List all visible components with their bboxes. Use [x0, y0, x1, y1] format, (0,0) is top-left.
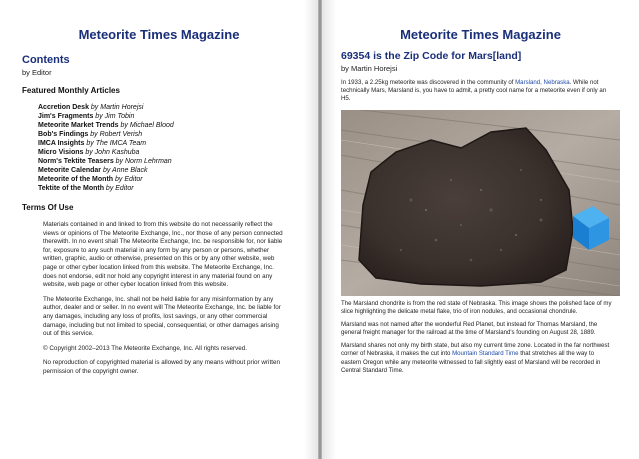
copyright-text: © Copyright 2002–2013 The Meteorite Exchange, Inc. All rights reserved.	[43, 344, 248, 352]
article-item[interactable]: Norm's Tektite Teasers by Norm Lehrman	[38, 158, 172, 165]
contents-byline: by Editor	[22, 68, 52, 77]
article-byline: by Martin Horejsi	[341, 64, 398, 73]
photo-caption: The Marsland chondrite is from the red state of Nebraska. This image shows the polished face of my slice highlighting the delicate metal flake, trio of iron nodules, and occasional chondrule.	[341, 300, 612, 316]
terms-heading: Terms Of Use	[22, 203, 74, 212]
article-item[interactable]: IMCA Insights by The IMCA Team	[38, 140, 147, 147]
article-item[interactable]: Bob's Findings by Robert Verish	[38, 131, 143, 138]
contents-title: Contents	[22, 54, 70, 66]
article-intro: In 1933, a 2.25kg meteorite was discovered in the community of Marsland, Nebraska. While not technically Mars, Marsland is, you have to admit, a pretty cool name for a meteorite even if only an H5.	[341, 79, 607, 103]
article-item[interactable]: Tektite of the Month by Editor	[38, 185, 134, 192]
page-shadow	[322, 0, 336, 459]
article-paragraph: Marsland shares not only my birth state, but also my current time zone. Located in the far northwest corner of Nebraska, it makes the cut into Mountain Standard Time that stretches all the way to eastern Oregon while any meteorite witnessed to fall slightly east of Marsland will be recorded in Central Standard Time.	[341, 342, 610, 374]
page-shadow	[304, 0, 318, 459]
magazine-title: Meteorite Times Magazine	[400, 27, 561, 42]
article-item[interactable]: Micro Visions by John Kashuba	[38, 149, 140, 156]
meteorite-photo	[341, 110, 620, 296]
article-item[interactable]: Meteorite Market Trends by Michael Blood	[38, 122, 174, 129]
article-item[interactable]: Jim's Fragments by Jim Tobin	[38, 113, 135, 120]
article-item[interactable]: Meteorite of the Month by Editor	[38, 176, 143, 183]
marsland-link[interactable]: Marsland, Nebraska	[515, 79, 570, 86]
article-paragraph: Marsland was not named after the wonderful Red Planet, but instead for Thomas Marsland, the general freight manager for the railroad at the time of Marsland's founding on August 28, 1889.	[341, 321, 598, 337]
left-page	[0, 0, 318, 459]
terms-paragraph: The Meteorite Exchange, Inc. shall not be held liable for any misinformation by any author, dealer and or seller. In no event will The Meteorite Exchange, Inc. be liable for any damages, including any loss of profits, lost savings, or any other commercial damage, including but not limited to special, consequential, or other damages arising out of this service.	[43, 295, 281, 338]
meteorite-slice-illustration	[341, 110, 620, 296]
article-item[interactable]: Accretion Desk by Martin Horejsi	[38, 104, 144, 111]
article-body	[341, 300, 616, 380]
terms-body	[43, 221, 283, 383]
article-item[interactable]: Meteorite Calendar by Anne Black	[38, 167, 148, 174]
article-title[interactable]: 69354 is the Zip Code for Mars[land]	[341, 50, 522, 62]
featured-heading: Featured Monthly Articles	[22, 86, 120, 95]
magazine-title: Meteorite Times Magazine	[78, 27, 240, 42]
mountain-standard-time-link[interactable]: Mountain Standard Time	[452, 350, 519, 358]
terms-paragraph: No reproduction of copyrighted material is allowed by any means without prior written permission of the copyright owner.	[43, 359, 280, 375]
terms-paragraph: Materials contained in and linked to from this website do not necessarily reflect the views or opinions of The Meteorite Exchange, Inc., nor those of any person connected therewith. In no event shall The Meteorite Exchange, Inc. be responsible for, nor liable for, exposure to any such material in any form by any person or persons, whether written, graphic, audio or otherwise, presented on this or by any other website, web page or other cyber location linked from this website. The Meteorite Exchange, Inc. does not endorse, edit nor hold any copyright interest in any material found on any website, web page or other cyber location linked from this website.	[43, 221, 283, 289]
featured-articles-list	[38, 103, 174, 193]
